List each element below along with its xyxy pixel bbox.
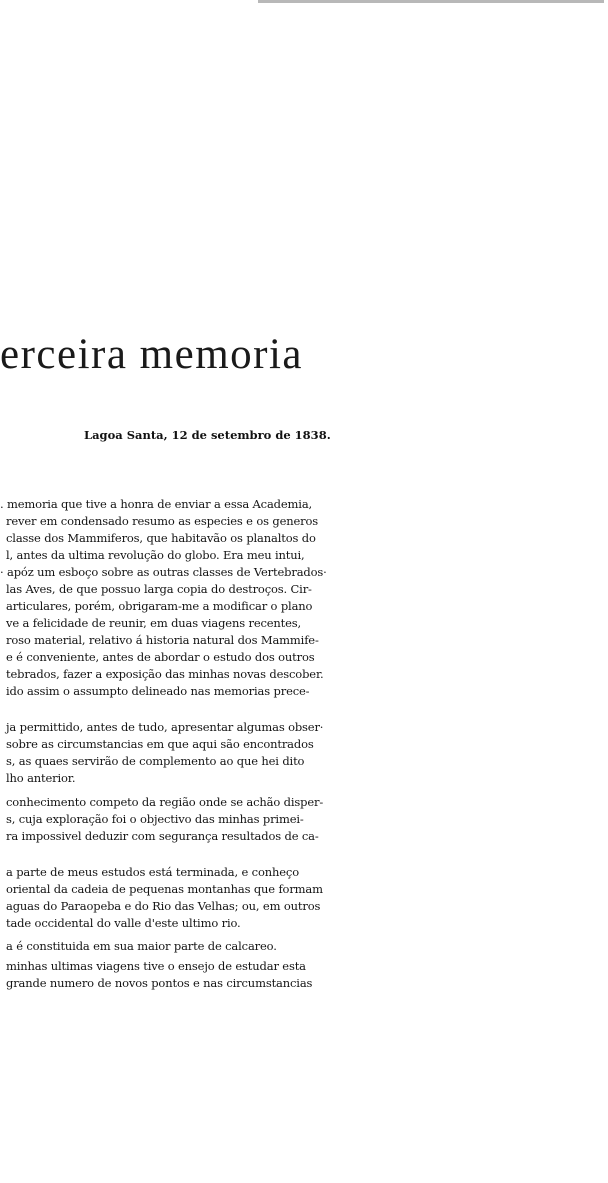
text-line: tade occidental do valle d'este ultimo rio. — [6, 916, 241, 930]
text-line: ve a felicidade de reunir, em duas viagens recentes, — [6, 616, 302, 630]
text-line: s, cuja exploração foi o objectivo das minhas primei- — [6, 812, 304, 826]
text-line: conhecimento competo da região onde se achão disper- — [6, 795, 324, 809]
text-line: a parte de meus estudos está terminada, e conheço — [6, 865, 299, 879]
text-line: l, antes da ultima revolução do globo. Era meu intui, — [6, 548, 305, 562]
page-title: erceira memoria — [0, 331, 304, 378]
text-line: rever em condensado resumo as especies e os generos — [6, 514, 319, 528]
text-line: · apóz um esboço sobre as outras classes de Vertebrados· — [0, 565, 327, 579]
text-line: sobre as circumstancias em que aqui são encontrados — [6, 737, 314, 751]
text-line: s, as quaes servirão de complemento ao que hei dito — [6, 754, 305, 768]
dateline: Lagoa Santa, 12 de setembro de 1838. — [84, 428, 331, 442]
top-rule — [258, 0, 608, 3]
text-line: tebrados, fazer a exposição das minhas novas descober. — [6, 667, 324, 681]
text-line: a é constituida em sua maior parte de calcareo. — [6, 939, 277, 953]
text-line: roso material, relativo á historia natural dos Mammife- — [6, 633, 319, 647]
text-line: ja permittido, antes de tudo, apresentar algumas obser· — [6, 720, 324, 734]
page-edge — [604, 0, 608, 1183]
text-line: . memoria que tive a honra de enviar a essa Academia, — [0, 497, 313, 511]
text-line: minhas ultimas viagens tive o ensejo de estudar esta — [6, 959, 306, 973]
text-line: ra impossivel deduzir com segurança resultados de ca- — [6, 829, 319, 843]
text-line: lho anterior. — [6, 771, 76, 785]
text-line: articulares, porém, obrigaram-me a modificar o plano — [6, 599, 313, 613]
text-line: grande numero de novos pontos e nas circumstancias — [6, 976, 313, 990]
text-line: e é conveniente, antes de abordar o estudo dos outros — [6, 650, 315, 664]
text-line: classe dos Mammiferos, que habitavão os planaltos do — [6, 531, 316, 545]
text-line: las Aves, de que possuo larga copia do destroços. Cir- — [6, 582, 312, 596]
text-line: oriental da cadeia de pequenas montanhas que formam — [6, 882, 323, 896]
text-line: ido assim o assumpto delineado nas memorias prece- — [6, 684, 310, 698]
text-line: aguas do Paraopeba e do Rio das Velhas; ou, em outros — [6, 899, 321, 913]
